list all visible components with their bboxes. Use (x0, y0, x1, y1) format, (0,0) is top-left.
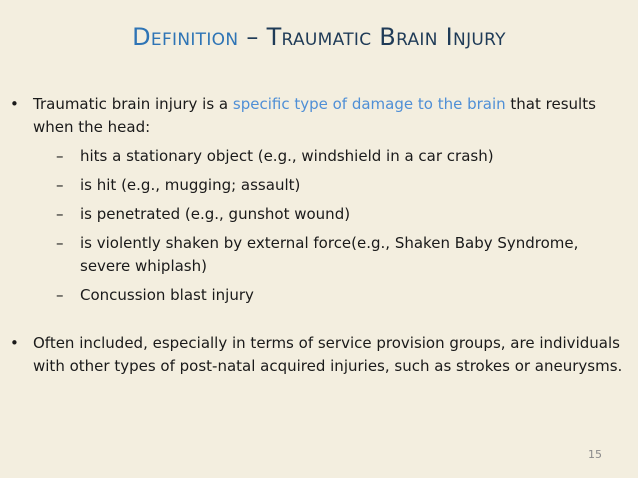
sub-item-text: hits a stationary object (e.g., windshield in a car crash) (80, 147, 494, 165)
page-number: 15 (588, 448, 602, 461)
dash-mark: – (56, 147, 64, 165)
bullet-highlight: specific type of damage to the brain (232, 95, 506, 113)
slide-content (10, 93, 625, 378)
bullet-text-after: that results when the head: (33, 95, 596, 136)
sub-item (33, 145, 625, 168)
sub-item-text: is penetrated (e.g., gunshot wound) (80, 205, 351, 223)
sub-item (33, 174, 625, 197)
bullet-definition (10, 93, 625, 307)
sub-item (33, 284, 625, 307)
dash-mark: – (56, 286, 64, 304)
bullet-inclusion-text: Often included, especially in terms of service provision groups, are individuals with other types of post-natal acquired injuries, such as strokes or aneurysms. (33, 334, 623, 375)
sub-list (33, 145, 625, 307)
title-definition: Definition (132, 23, 239, 51)
bullet-mark: • (10, 334, 19, 352)
bullet-mark: • (10, 95, 19, 113)
dash-mark: – (56, 176, 64, 194)
sub-item-text: is violently shaken by external force(e.g., Shaken Baby Syndrome, severe whiplash) (80, 234, 579, 275)
slide-title (0, 22, 638, 52)
title-topic: Traumatic Brain Injury (266, 23, 506, 51)
bullet-text-before: Traumatic brain injury is a (33, 95, 233, 113)
title-dash: – (246, 23, 259, 51)
sub-item (33, 203, 625, 226)
dash-mark: – (56, 205, 64, 223)
sub-item-text: Concussion blast injury (80, 286, 254, 304)
sub-item-text: is hit (e.g., mugging; assault) (80, 176, 301, 194)
bullet-inclusion (10, 332, 625, 378)
dash-mark: – (56, 234, 64, 252)
sub-item (33, 232, 625, 278)
